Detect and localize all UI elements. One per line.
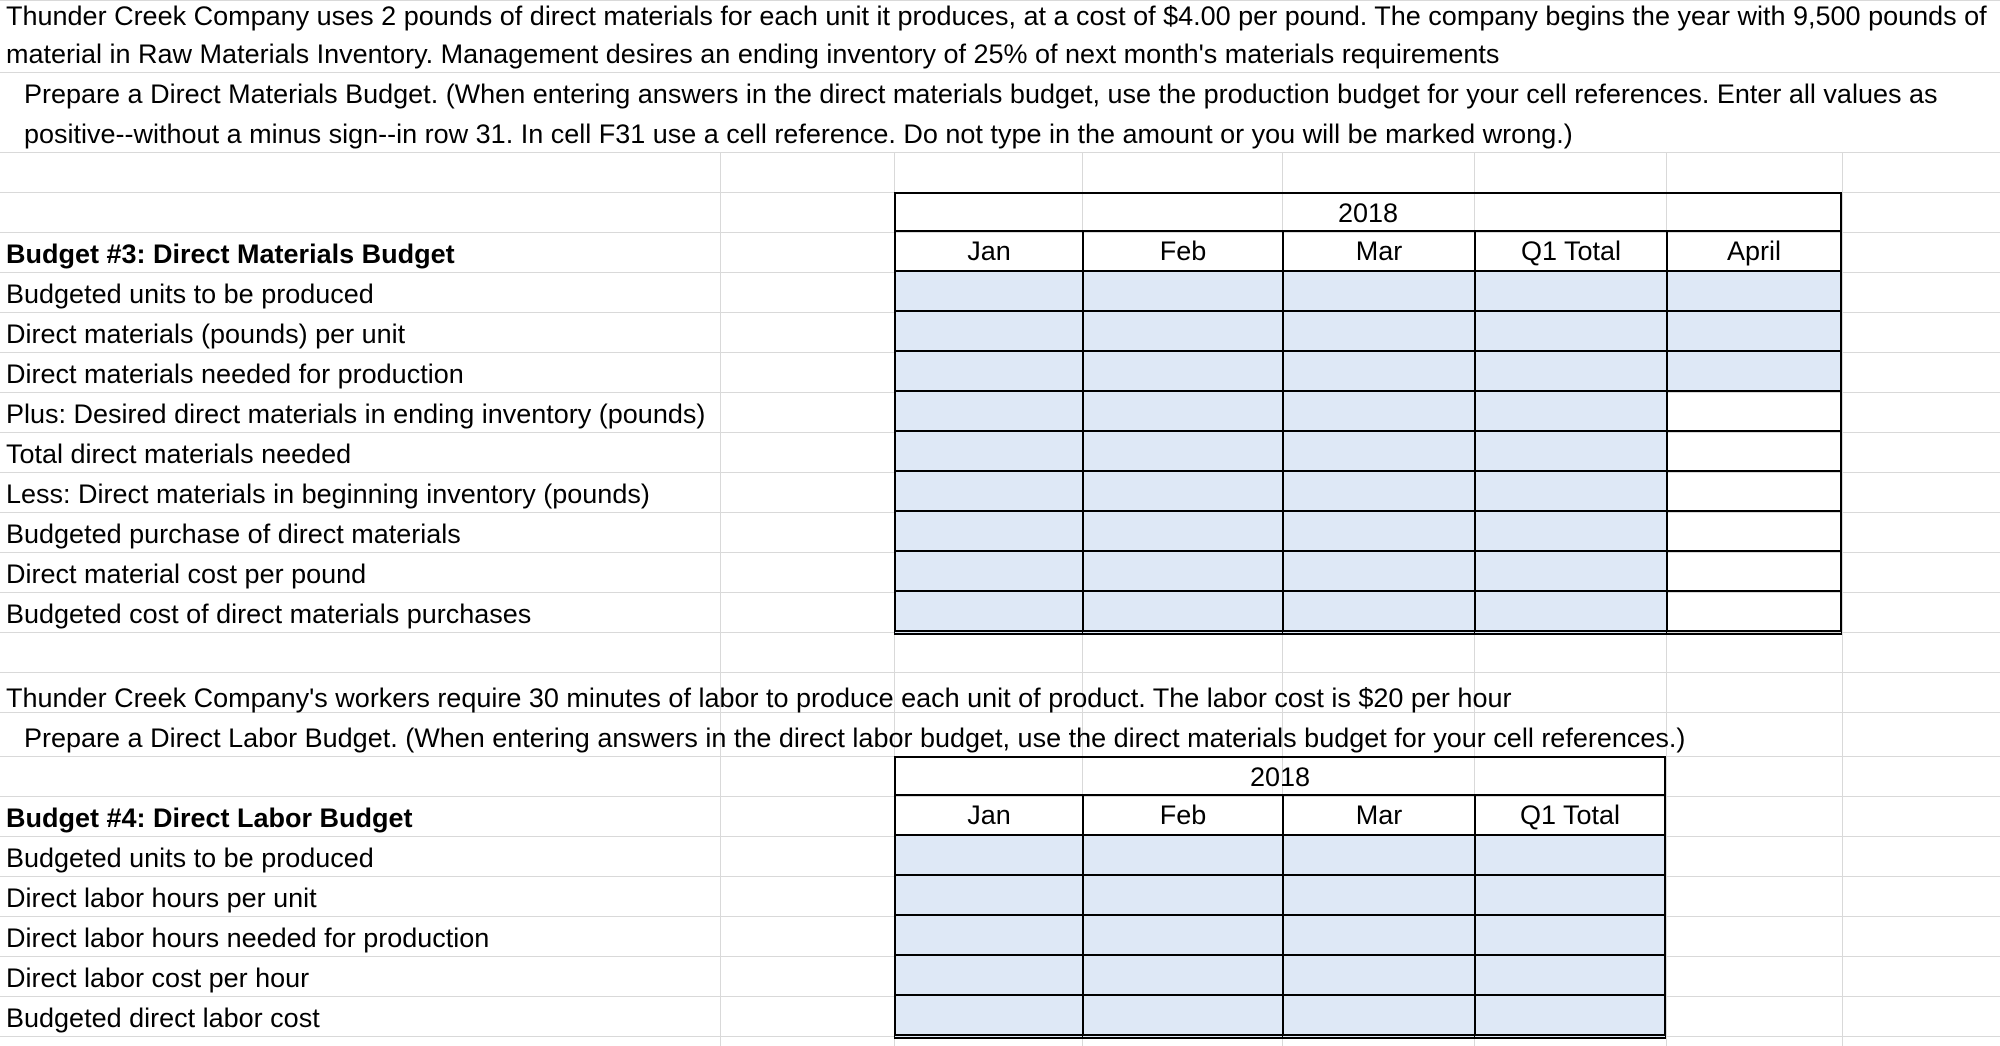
labor-row-label: Direct labor cost per hour (6, 963, 310, 993)
materials-row-label: Budgeted units to be produced (6, 279, 374, 309)
materials-input-cell[interactable] (1666, 312, 1842, 352)
labor-col-feb: Feb (1082, 796, 1282, 836)
materials-col-jan: Jan (894, 232, 1082, 272)
labor-row-label: Budgeted direct labor cost (6, 1003, 320, 1033)
labor-input-cell[interactable] (894, 916, 1082, 956)
materials-row-label: Direct material cost per pound (6, 559, 367, 589)
materials-input-cell[interactable] (1282, 272, 1474, 312)
materials-input-cell[interactable] (894, 272, 1082, 312)
labor-input-cell[interactable] (1082, 876, 1282, 916)
materials-input-cell[interactable] (1474, 552, 1666, 592)
materials-input-cell (1666, 512, 1842, 552)
materials-input-cell[interactable] (1082, 392, 1282, 432)
materials-row-label: Budgeted purchase of direct materials (6, 519, 461, 549)
materials-instruction-line-1: Prepare a Direct Materials Budget. (When entering answers in the direct materials budget, use the production budget for your cell references. Enter all values as (24, 79, 1938, 109)
materials-input-cell[interactable] (894, 512, 1082, 552)
materials-input-cell[interactable] (1474, 272, 1666, 312)
labor-col-jan: Jan (894, 796, 1082, 836)
materials-input-cell[interactable] (1474, 472, 1666, 512)
materials-intro-line-1: Thunder Creek Company uses 2 pounds of direct materials for each unit it produces, at a cost of $4.00 per pound. The company begins the year with 9,500 pounds of (6, 1, 1987, 31)
materials-input-cell[interactable] (1082, 312, 1282, 352)
labor-col-q1-total: Q1 Total (1474, 796, 1666, 836)
materials-budget-title: Budget #3: Direct Materials Budget (6, 239, 455, 269)
materials-input-cell[interactable] (1666, 352, 1842, 392)
labor-input-cell[interactable] (894, 836, 1082, 876)
materials-col-mar: Mar (1282, 232, 1474, 272)
labor-input-cell[interactable] (894, 876, 1082, 916)
materials-input-cell[interactable] (1282, 472, 1474, 512)
labor-year-header: 2018 (894, 756, 1666, 796)
materials-row-label: Budgeted cost of direct materials purchases (6, 599, 532, 629)
materials-input-cell[interactable] (1474, 392, 1666, 432)
materials-input-cell[interactable] (1282, 592, 1474, 635)
gridline-v (1842, 152, 1843, 1046)
materials-input-cell[interactable] (1474, 312, 1666, 352)
materials-input-cell[interactable] (1282, 432, 1474, 472)
labor-budget-title: Budget #4: Direct Labor Budget (6, 803, 413, 833)
materials-input-cell[interactable] (894, 432, 1082, 472)
materials-intro-line-2: material in Raw Materials Inventory. Management desires an ending inventory of 25% of next month's materials requirements (6, 39, 1500, 69)
materials-input-cell[interactable] (1474, 352, 1666, 392)
materials-input-cell[interactable] (894, 552, 1082, 592)
materials-input-cell[interactable] (1082, 472, 1282, 512)
materials-input-cell[interactable] (1474, 592, 1666, 635)
labor-input-cell[interactable] (1474, 956, 1666, 996)
materials-col-q1-total: Q1 Total (1474, 232, 1666, 272)
materials-col-april: April (1666, 232, 1842, 272)
materials-input-cell[interactable] (1474, 512, 1666, 552)
materials-input-cell[interactable] (1082, 432, 1282, 472)
materials-input-cell[interactable] (1082, 552, 1282, 592)
materials-row-label: Plus: Desired direct materials in ending inventory (pounds) (6, 399, 706, 429)
materials-input-cell[interactable] (894, 472, 1082, 512)
materials-input-cell[interactable] (1282, 512, 1474, 552)
materials-row-label: Less: Direct materials in beginning inventory (pounds) (6, 479, 650, 509)
labor-row-label: Budgeted units to be produced (6, 843, 374, 873)
materials-input-cell (1666, 472, 1842, 512)
materials-input-cell (1666, 432, 1842, 472)
labor-input-cell[interactable] (1082, 996, 1282, 1039)
materials-row-label: Total direct materials needed (6, 439, 352, 469)
materials-input-cell (1666, 592, 1842, 635)
materials-input-cell[interactable] (894, 592, 1082, 635)
materials-input-cell[interactable] (1282, 312, 1474, 352)
labor-input-cell[interactable] (1082, 956, 1282, 996)
labor-input-cell[interactable] (1082, 916, 1282, 956)
gridline-h (0, 672, 2000, 673)
materials-input-cell[interactable] (1474, 432, 1666, 472)
labor-input-cell[interactable] (1282, 996, 1474, 1039)
labor-col-mar: Mar (1282, 796, 1474, 836)
labor-input-cell[interactable] (894, 956, 1082, 996)
labor-input-cell[interactable] (1474, 836, 1666, 876)
materials-year-header: 2018 (894, 192, 1842, 232)
labor-input-cell[interactable] (1282, 916, 1474, 956)
materials-col-feb: Feb (1082, 232, 1282, 272)
materials-input-cell[interactable] (1082, 512, 1282, 552)
labor-input-cell[interactable] (1474, 876, 1666, 916)
gridline-v (720, 152, 721, 1046)
materials-input-cell[interactable] (1282, 392, 1474, 432)
materials-input-cell (1666, 552, 1842, 592)
labor-intro-line-1: Thunder Creek Company's workers require 30 minutes of labor to produce each unit of product. The labor cost is $20 per hour (6, 683, 1512, 713)
labor-input-cell[interactable] (1282, 876, 1474, 916)
materials-input-cell[interactable] (1282, 552, 1474, 592)
materials-input-cell[interactable] (894, 312, 1082, 352)
materials-input-cell[interactable] (1082, 272, 1282, 312)
materials-input-cell[interactable] (1082, 352, 1282, 392)
labor-row-label: Direct labor hours needed for production (6, 923, 490, 953)
labor-input-cell[interactable] (894, 996, 1082, 1039)
materials-input-cell (1666, 392, 1842, 432)
labor-input-cell[interactable] (1474, 916, 1666, 956)
materials-input-cell[interactable] (1666, 272, 1842, 312)
materials-input-cell[interactable] (1282, 352, 1474, 392)
labor-input-cell[interactable] (1474, 996, 1666, 1039)
materials-input-cell[interactable] (894, 392, 1082, 432)
materials-input-cell[interactable] (894, 352, 1082, 392)
labor-input-cell[interactable] (1282, 956, 1474, 996)
labor-input-cell[interactable] (1082, 836, 1282, 876)
materials-row-label: Direct materials (pounds) per unit (6, 319, 406, 349)
materials-instruction-line-2: positive--without a minus sign--in row 31. In cell F31 use a cell reference. Do not type in the amount or you will be marked wrong.) (24, 119, 1573, 149)
materials-input-cell[interactable] (1082, 592, 1282, 635)
labor-instruction-line-1: Prepare a Direct Labor Budget. (When entering answers in the direct labor budget, use the direct materials budget for your cell references.) (24, 723, 1686, 753)
labor-input-cell[interactable] (1282, 836, 1474, 876)
materials-row-label: Direct materials needed for production (6, 359, 464, 389)
labor-row-label: Direct labor hours per unit (6, 883, 317, 913)
